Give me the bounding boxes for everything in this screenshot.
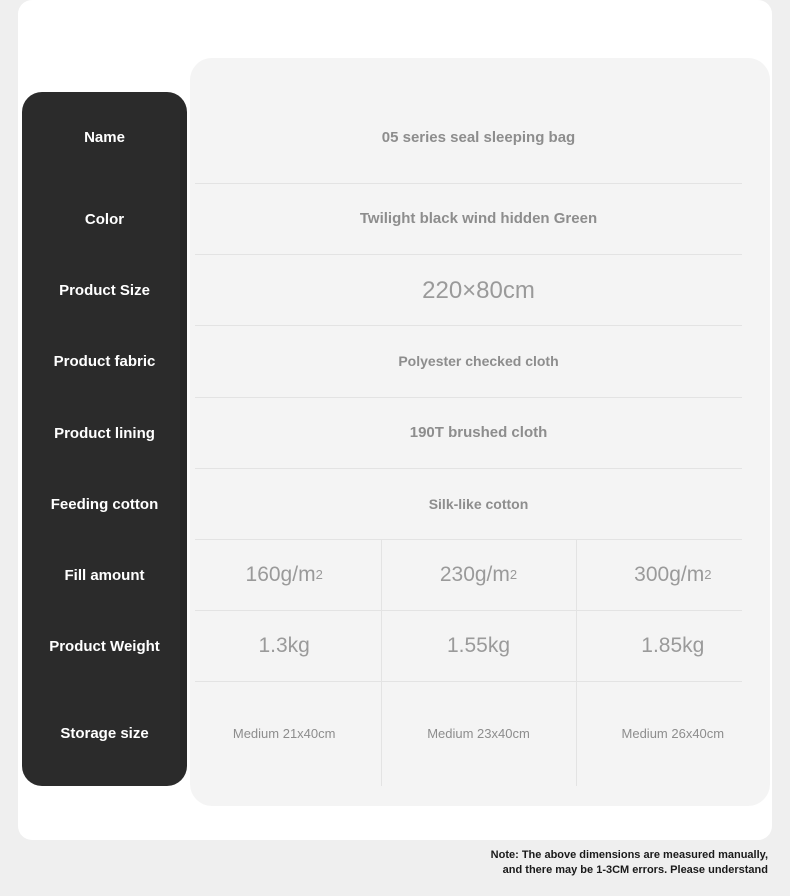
row-values xyxy=(187,398,770,469)
value-cell: Silk-like cotton xyxy=(428,495,529,512)
row-label: Product lining xyxy=(54,424,155,442)
value-cell: 190T brushed cloth xyxy=(409,424,548,442)
row-label: Feeding cotton xyxy=(50,495,159,513)
table-row xyxy=(22,92,770,184)
row-values xyxy=(187,255,770,326)
row-label: Product fabric xyxy=(53,353,156,371)
column-divider xyxy=(576,682,577,786)
value-text: 300g/m xyxy=(634,563,705,587)
value-superscript: 2 xyxy=(509,567,518,583)
row-values xyxy=(187,326,770,398)
value-cell: Twilight black wind hidden Green xyxy=(359,210,598,228)
value-cell xyxy=(187,540,381,611)
value-text: 160g/m xyxy=(245,563,316,587)
table-row xyxy=(22,255,770,326)
row-label: Storage size xyxy=(60,725,149,743)
row-values xyxy=(187,92,770,184)
row-values xyxy=(187,540,770,611)
column-divider xyxy=(576,611,577,682)
value-cell xyxy=(381,540,575,611)
table-row xyxy=(22,326,770,398)
row-label: Name xyxy=(84,129,125,147)
row-label: Product Size xyxy=(59,281,150,299)
value-cell: 1.3kg xyxy=(258,634,310,658)
table-row xyxy=(22,540,770,611)
measurement-note xyxy=(348,848,768,878)
table-row xyxy=(22,184,770,255)
table-row xyxy=(22,611,770,682)
row-values xyxy=(187,469,770,540)
value-cell: Polyester checked cloth xyxy=(398,353,559,370)
value-superscript: 2 xyxy=(315,567,323,583)
row-values xyxy=(187,611,770,682)
value-text: 230g/m xyxy=(439,563,510,587)
column-divider xyxy=(381,611,382,682)
table-row xyxy=(22,469,770,540)
value-cell: 220×80cm xyxy=(422,276,535,304)
note-line-1: Note: The above dimensions are measured manually, xyxy=(490,849,768,861)
column-divider xyxy=(381,682,382,786)
value-cell: 05 series seal sleeping bag xyxy=(381,128,576,146)
row-values xyxy=(187,184,770,255)
row-label: Color xyxy=(84,210,125,228)
value-cell xyxy=(576,540,770,611)
value-cell: 1.55kg xyxy=(446,634,511,658)
value-cell: Medium 26x40cm xyxy=(621,725,725,741)
row-values xyxy=(187,682,770,786)
value-cell: 1.85kg xyxy=(641,634,705,658)
table-row xyxy=(22,682,770,786)
value-superscript: 2 xyxy=(704,567,712,583)
column-divider xyxy=(576,540,577,611)
table-row xyxy=(22,398,770,469)
column-divider xyxy=(381,540,382,611)
value-cell: Medium 23x40cm xyxy=(427,725,530,741)
value-cell: Medium 21x40cm xyxy=(232,725,336,741)
row-label: Fill amount xyxy=(64,566,145,584)
row-label: Product Weight xyxy=(49,637,160,655)
note-line-2: and there may be 1-3CM errors. Please understand xyxy=(502,863,768,876)
spec-table xyxy=(22,92,770,786)
